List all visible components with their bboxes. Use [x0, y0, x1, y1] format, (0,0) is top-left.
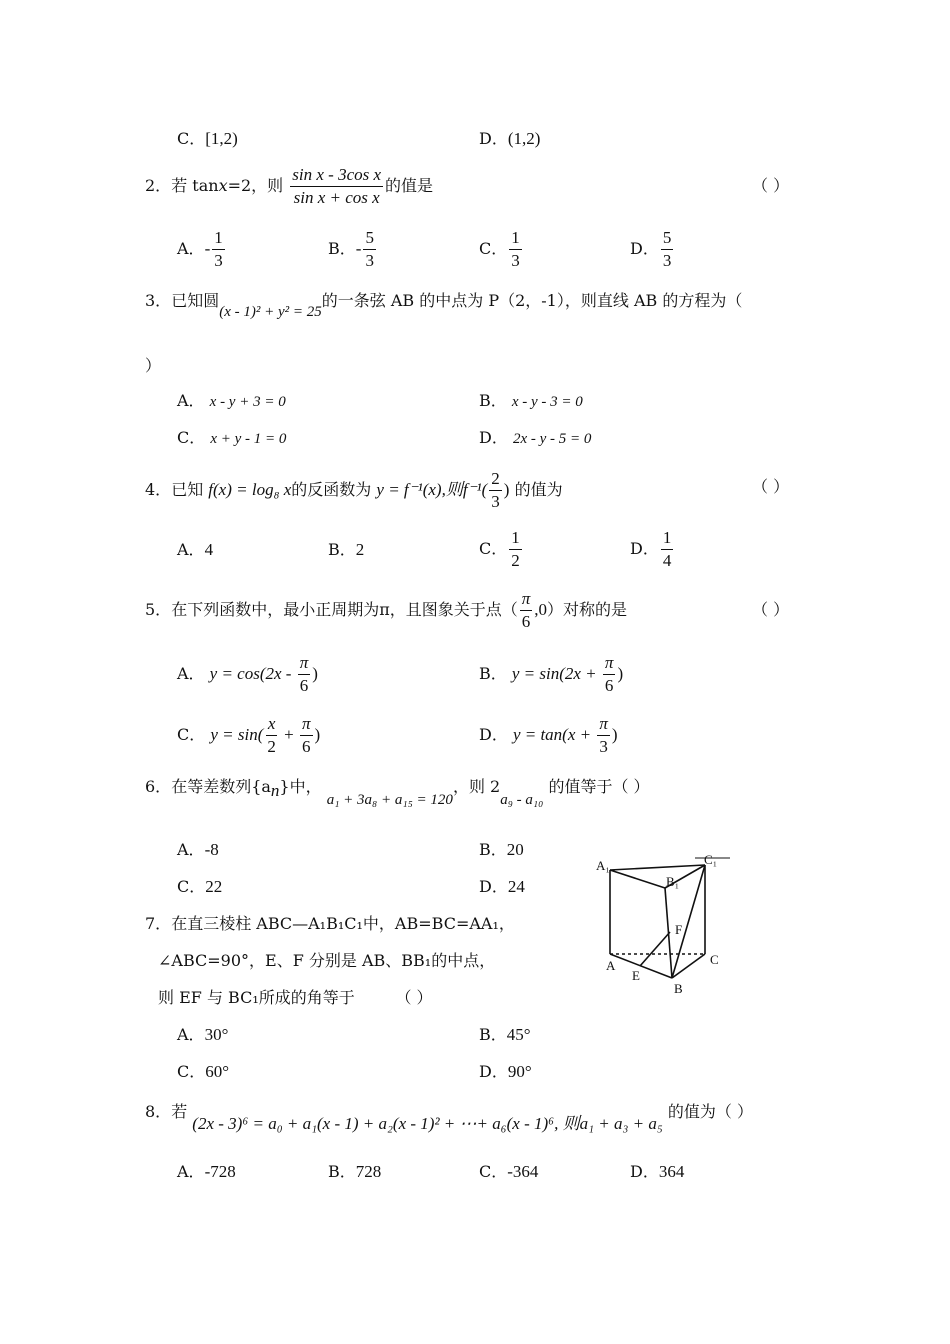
q2-option-c: C． $\frac{1}{3}$: [479, 228, 520, 270]
q3-option-d: D． 2x - y - 5 = 0: [479, 428, 592, 447]
q6-option-a: A．-8: [177, 840, 219, 859]
q2-option-a: A．- $\frac{1}{3}$: [177, 228, 223, 270]
q2-option-b: B．- $\frac{5}{3}$: [328, 228, 374, 270]
q3-close-paren: ）: [145, 356, 162, 375]
label-e: E: [632, 968, 640, 983]
q5-option-c: C． y = sin( $\frac{x}{2}$ + $\frac{\pi}{6}$ ): [177, 714, 321, 756]
q2-fraction: $\frac{\text{sin x - 3cos x}}{\text{sin x + cos x}}$: [292, 165, 382, 207]
q4-option-a: A．4: [177, 540, 214, 559]
q4-answer-bracket: （ ）: [752, 477, 790, 496]
label-a: A: [606, 958, 616, 973]
q7-line1: 7．在直三棱柱 ABC—A₁B₁C₁中，AB=BC=AA₁，: [145, 914, 515, 933]
q5-option-a: A． y = cos(2x - $\frac{\pi}{6}$ ): [177, 653, 318, 695]
q4-option-d: D． $\frac{1}{4}$: [630, 528, 672, 570]
q7-line2: ∠ABC=90°，E、F 分别是 AB、BB₁的中点，: [158, 951, 496, 970]
label-c1: C₁: [704, 852, 718, 867]
q2-stem: 2．若 tanx=2，则 $\frac{\text{sin x - 3cos x}}{\text{sin x + cos x}}$ 的值是: [145, 165, 434, 207]
label-a1: A₁: [596, 858, 610, 873]
q6-option-d: D．24: [479, 877, 525, 896]
q8-option-a: A．-728: [177, 1162, 236, 1181]
edge-a1c1: [610, 865, 705, 870]
q8-option-b: B．728: [328, 1162, 382, 1181]
q4-stem: 4．已知 f(x) = log₈ x的反函数为 y = f⁻¹(x),则f⁻¹( $\frac{2}{3}$ ) 的值为: [145, 469, 563, 511]
edge-bc: [672, 954, 705, 978]
q7-option-c: C．60°: [177, 1062, 230, 1081]
q6-option-c: C．22: [177, 877, 223, 896]
q3-option-a: A． x - y + 3 = 0: [177, 391, 286, 410]
q3-stem: 3．已知圆(x - 1)² + y² = 25的一条弦 AB 的中点为 P（2，-1），则直线 AB 的方程为（: [145, 291, 743, 320]
q8-stem: 8．若 (2x - 3)⁶ = a₀ + a₁(x - 1) + a₂(x - 1)² + ⋯+ a₆(x - 1)⁶, 则a₁ + a₃ + a₅ 的值为（ ）: [145, 1102, 753, 1133]
q3-option-b: B． x - y - 3 = 0: [479, 391, 583, 410]
label-b: B: [674, 981, 683, 996]
q5-option-d: D． y = tan(x + $\frac{\pi}{3}$ ): [479, 714, 618, 756]
q6-stem: 6．在等差数列$\{a_n\}$中， a₁ + 3a₈ + a₁₅ = 120，则 2a₉ - a₁₀ 的值等于（ ）: [145, 777, 650, 808]
q1-option-c: C．[1,2): [177, 129, 238, 148]
q2-answer-bracket: （ ）: [752, 176, 790, 195]
q7-option-a: A．30°: [177, 1025, 229, 1044]
q7-option-b: B．45°: [479, 1025, 531, 1044]
label-c: C: [710, 952, 719, 967]
q7-option-d: D．90°: [479, 1062, 532, 1081]
q4-option-b: B．2: [328, 540, 365, 559]
segment-ef: [640, 932, 670, 966]
q1-option-d: D．(1,2): [479, 129, 541, 148]
q2-option-d: D． $\frac{5}{3}$: [630, 228, 672, 270]
q4-option-c: C． $\frac{1}{2}$: [479, 528, 520, 570]
q5-option-b: B． y = sin(2x + $\frac{\pi}{6}$ ): [479, 653, 624, 695]
label-b1: B₁: [666, 874, 680, 889]
prism-figure: [590, 850, 740, 1000]
q8-option-c: C．-364: [479, 1162, 539, 1181]
edge-a1b1: [610, 870, 665, 888]
q5-stem: 5．在下列函数中，最小正周期为π，且图象关于点（ $\frac{\pi}{6}$ ,0）对称的是: [145, 589, 628, 631]
q3-option-c: C． x + y - 1 = 0: [177, 428, 287, 447]
q6-option-b: B．20: [479, 840, 524, 859]
q8-option-d: D．364: [630, 1162, 685, 1181]
label-f: F: [675, 922, 683, 937]
q7-line3: 则 EF 与 BC₁所成的角等于 （ ）: [158, 988, 433, 1007]
q5-answer-bracket: （ ）: [752, 600, 790, 619]
